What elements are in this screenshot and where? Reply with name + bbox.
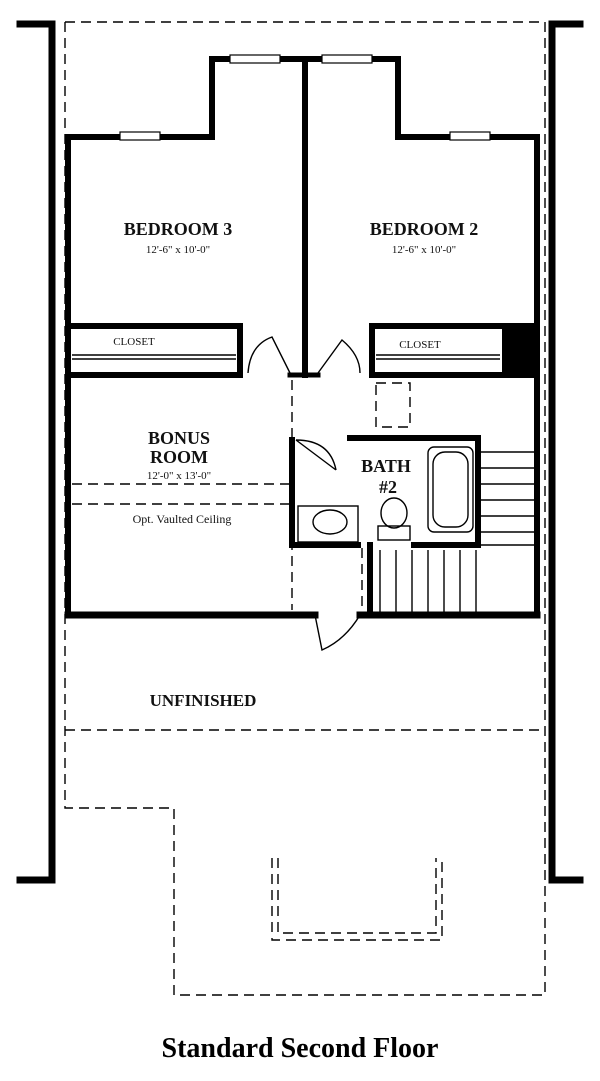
closet-left-label: CLOSET: [113, 336, 155, 348]
closet-right-label: CLOSET: [399, 339, 441, 351]
bath-name-line1: BATH: [361, 456, 411, 476]
hallway-lines: [72, 380, 410, 610]
doors: [248, 337, 360, 650]
bonus-note: Opt. Vaulted Ceiling: [132, 512, 232, 526]
bonus-name-line2: ROOM: [150, 447, 208, 467]
room-labels: [113, 219, 478, 710]
bedroom3-dims: 12'-6" x 10'-0": [145, 244, 211, 256]
unfinished-label: UNFINISHED: [149, 691, 257, 710]
bonus-dims: 12'-0" x 13'-0": [146, 470, 212, 482]
bath-name-line2: #2: [379, 477, 397, 497]
bonus-name-line1: BONUS: [147, 428, 211, 448]
bedroom2-name: BEDROOM 2: [369, 219, 479, 239]
page-title: Standard Second Floor: [161, 1033, 439, 1064]
bedroom3-name: BEDROOM 3: [123, 219, 233, 239]
bedroom2-dims: 12'-6" x 10'-0": [391, 244, 457, 256]
